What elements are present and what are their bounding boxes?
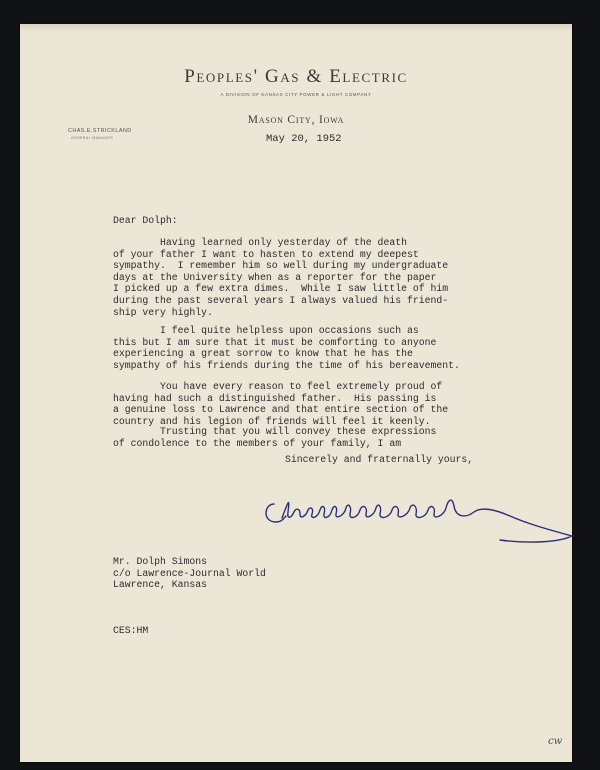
body-line: I picked up a few extra dimes. While I saw little of him xyxy=(113,283,449,295)
body-line: I feel quite helpless upon occasions such as xyxy=(113,325,419,336)
closing: Sincerely and fraternally yours, xyxy=(285,454,474,465)
body-line: having had such a distinguished father. His passing is xyxy=(113,392,437,404)
body-line: ship very highly. xyxy=(113,306,213,318)
body-line: during the past several years I always valued his friend- xyxy=(113,294,449,306)
recipient-line: Lawrence, Kansas xyxy=(113,579,208,591)
letterhead-division: A DIVISION OF KANSAS CITY POWER & LIGHT COMPANY xyxy=(220,92,372,97)
body-line: of your father I want to hasten to extend my deepest xyxy=(113,248,419,260)
body-line: sympathy. I remember him so well during my undergraduate xyxy=(113,260,449,272)
body-line: sympathy of his friends during the time of his bereavement. xyxy=(113,359,460,371)
letterhead-sender-title: GENERAL MANAGER xyxy=(71,136,114,140)
page-top-edge xyxy=(20,24,572,32)
body-line: days at the University when as a reporter for the paper xyxy=(113,271,437,283)
body-line: You have every reason to feel extremely proud of xyxy=(113,381,443,392)
letter-date: May 20, 1952 xyxy=(266,133,342,145)
body-paragraph-4 xyxy=(113,426,553,449)
reference-initials: CES:HM xyxy=(113,625,149,636)
body-line: experiencing a great sorrow to know that he has the xyxy=(113,348,413,360)
body-paragraph-3 xyxy=(113,381,553,427)
letterhead-sender-name: CHAS.E.STRICKLAND xyxy=(68,128,132,134)
letterhead-company: Peoples' Gas & Electric xyxy=(184,66,408,87)
body-line: Having learned only yesterday of the death xyxy=(113,237,407,248)
recipient-name: Mr. Dolph Simons xyxy=(113,556,208,567)
letter-page xyxy=(20,24,572,762)
body-line: of condolence to the members of your family, I am xyxy=(113,437,402,449)
corner-pencil-mark: cw xyxy=(548,736,563,747)
letterhead-city: Mason City, Iowa xyxy=(247,114,345,126)
body-paragraph-2 xyxy=(113,325,553,371)
salutation: Dear Dolph: xyxy=(113,215,178,226)
body-paragraph-1 xyxy=(113,237,553,318)
body-line: country and his legion of friends will feel it keenly. xyxy=(113,415,431,427)
signature-image xyxy=(260,482,575,552)
recipient-address xyxy=(113,556,266,591)
body-line: a genuine loss to Lawrence and that entire section of the xyxy=(113,404,449,416)
body-line: this but I am sure that it must be comforting to anyone xyxy=(113,336,437,348)
recipient-line: c/o Lawrence-Journal World xyxy=(113,567,266,579)
body-line: Trusting that you will convey these expressions xyxy=(113,426,437,437)
